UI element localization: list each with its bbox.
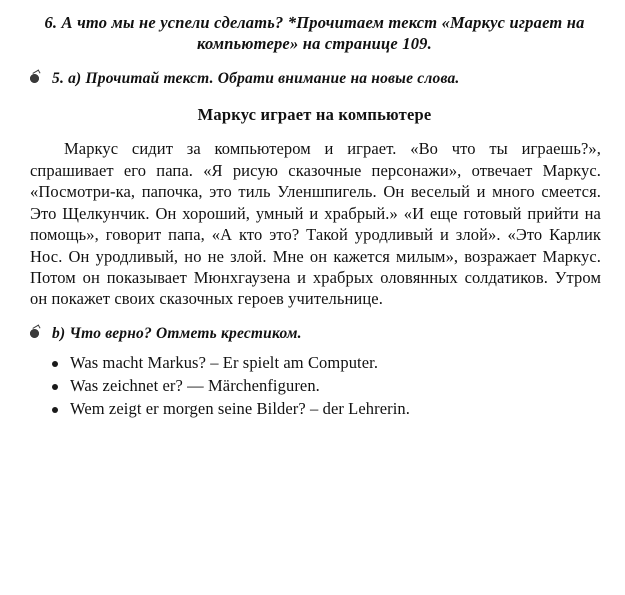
list-item [52,398,599,421]
textbook-page [0,12,625,595]
question-text: Wem zeigt er morgen seine Bilder? – der Lehrerin. [70,398,411,418]
question-text: Was macht Markus? – Er spielt am Computer. [70,353,379,373]
list-item [52,352,599,375]
exercise-bullet-icon [30,74,39,83]
question-list [52,352,599,420]
list-bullet-icon [52,407,58,413]
task-5a-label: 5. а) Прочитай текст. Обрати внимание на новые слова. [52,69,460,87]
list-item [52,375,599,398]
story-title: Маркус играет на компьютере [197,105,432,125]
list-bullet-icon [52,361,58,367]
question-text: Was zeichnet er? — Märchenfiguren. [70,376,320,396]
exercise-bullet-icon [30,329,39,338]
task-5a-line [30,69,599,89]
story-body: Маркус сидит за компьютером и играет. «Во что ты играешь?», спрашивает его папа. «Я рисую сказочные персонажи», отвечает Маркус. «Посмотри-ка, папочка, это тиль Уленшпигель. Он веселый и много смеется. Это Щелкунчик. Он хороший, умный и храбрый.» «И еще готовый прийти на помощь», говорит папа, «А кто это? Такой уродливый и злой». «Это Карлик Нос. Он уродливый, но не злой. Мне он кажется милым», возражает Маркус. Потом он показывает Мюнхгаузена и храбрых оловянных солдатиков. Утром он покажет своих сказочных героев учительнице. [30,139,601,309]
list-bullet-icon [52,384,58,390]
task-6-heading: 6. А что мы не успели сделать? *Прочитаем текст «Маркус играет на компьютере» на странице 109. [44,13,585,54]
task-5b-line [30,324,599,344]
task-5b-label: b) Что верно? Отметь крестиком. [52,324,302,342]
